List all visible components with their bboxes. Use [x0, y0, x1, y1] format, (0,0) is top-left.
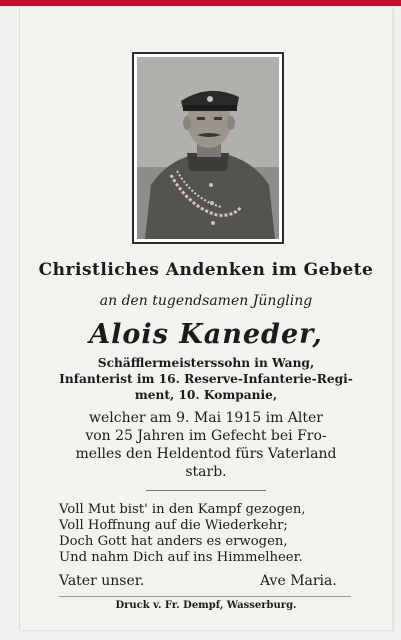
- portrait-frame: [132, 52, 284, 244]
- info-line: Schäfflermeisterssohn in Wang,: [97, 356, 315, 370]
- printer-rule: [59, 596, 351, 597]
- memorial-card: [19, 8, 393, 630]
- top-red-strip: [0, 0, 401, 6]
- section-divider: [146, 490, 266, 491]
- soldier-portrait-image: [137, 57, 279, 239]
- prayer-ave-maria: Ave Maria.: [260, 573, 337, 589]
- info-line: ment, 10. Kompanie,: [134, 388, 278, 402]
- deceased-name: Alois Kaneder,: [89, 319, 323, 350]
- printer-imprint: Druck v. Fr. Dempf, Wasserburg.: [115, 600, 297, 611]
- verse-line: Voll Mut bist' in den Kampf gezogen,: [59, 502, 306, 517]
- card-subtitle: an den tugendsamen Jüngling: [99, 293, 313, 309]
- verse-line: Voll Hoffnung auf die Wiederkehr;: [59, 518, 288, 533]
- death-text-line: von 25 Jahren im Gefecht bei Fro-: [85, 428, 327, 444]
- info-line: Infanterist im 16. Reserve-Infanterie-Regi-: [59, 372, 353, 386]
- death-text-line: welcher am 9. Mai 1915 im Alter: [89, 410, 323, 426]
- prayer-vater-unser: Vater unser.: [59, 573, 145, 589]
- death-text-line: melles den Heldentod fürs Vaterland: [75, 446, 337, 462]
- soldier-portrait-photo: [137, 57, 279, 239]
- verse-line: Doch Gott hat anders es erwogen,: [59, 534, 288, 549]
- card-title: Christliches Andenken im Gebete: [38, 260, 374, 280]
- verse-line: Und nahm Dich auf ins Himmelheer.: [59, 550, 303, 565]
- death-text-line: starb.: [185, 464, 227, 480]
